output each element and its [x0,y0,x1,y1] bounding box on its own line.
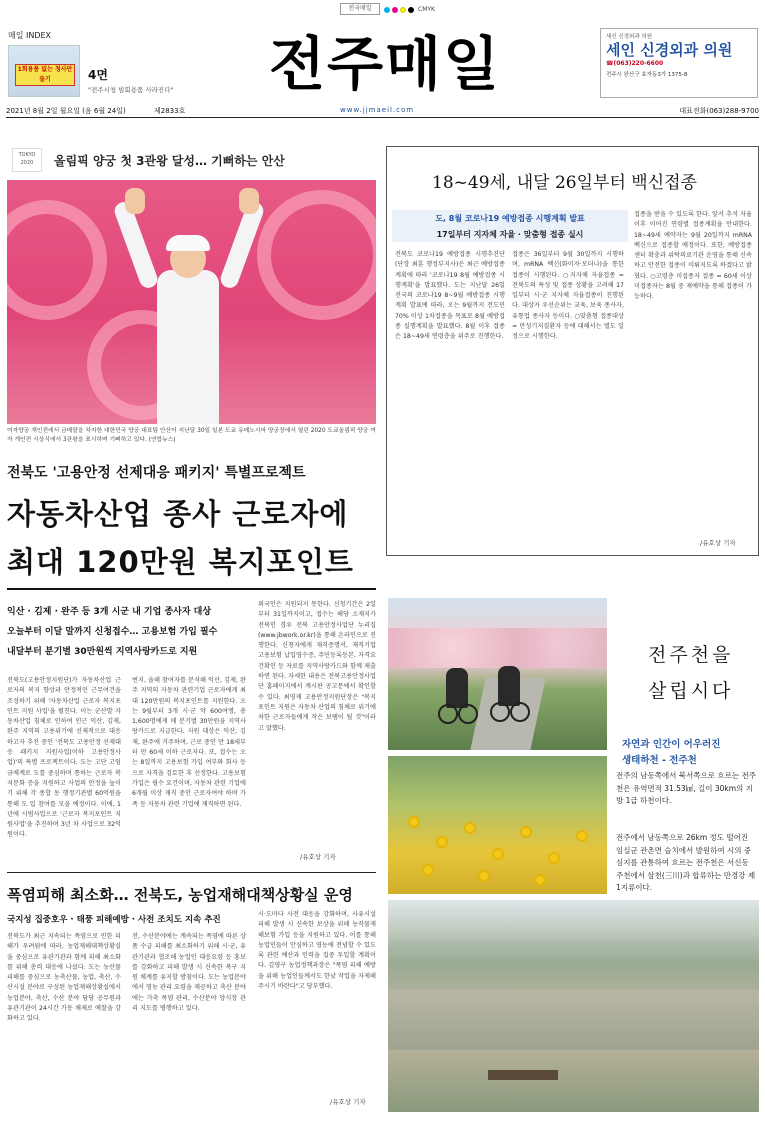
top-ad-phone: ☎(063)220-6600 [606,60,664,67]
headline-rule [7,588,376,590]
index-label: 매일 INDEX [8,31,52,40]
issue-date: 2021년 8월 2일 월요일 (음 6월 24일) [6,107,126,115]
cmyk-marks [384,6,435,13]
main-subhead-1: 익산 · 김제 · 완주 등 3개 시군 내 기업 종사자 대상 [7,607,212,617]
athlete-hat [166,235,210,251]
flower [520,826,532,838]
website-url[interactable]: www.jjmaeil.com [340,106,415,114]
river-ad-subtitle-2: 생태하천 - 전주천 [622,755,697,766]
vaccine-headline[interactable]: 18~49세, 내달 26일부터 백신접종 [432,173,697,193]
caption-credit: (연합뉴스) [148,437,176,443]
index-description: "전주시청 빌회용품 사라진다" [88,86,174,94]
vaccine-subhead-2: 17일부터 지자체 자율 · 맞춤형 접종 실시 [436,230,584,239]
bike-wheel-1a [438,704,458,724]
top-ad-address: 전주시 완산구 효자동3가 1375-8 [606,72,688,78]
heat-body-col1: 전북도가 최근 지속되는 폭염으로 인한 피해가 우려됨에 따라, 농업재해대책상황실을 중심으로 유관기관과 함께 피해 최소화를 위해 총력 대응에 나섰다. 도는 농산물피해를 중심으로 농축산물, 농업, 축산, 수산시설 분야로 구성된 농업재해상황실에서 농업분야, 축산, 수산 분야 담당 공무원과 유관기관이 24시간 가동 체제로 예찰을 강화하고 있다. [7,933,121,1023]
flower [548,852,560,864]
main-subhead-2: 오늘부터 이달 말까지 신청접수… 고용보험 가입 필수 [7,627,218,637]
river-ad-text-1: 전주의 남동쪽에서 북서쪽으로 흐르는 전주천은 유역면적 31.53㎢, 길이 30km의 지방 1급 하천이다. [616,771,756,805]
flower [478,870,490,882]
magenta-dot [392,7,398,13]
river-ad-title-2: 살립시다 [648,680,734,702]
flower [422,864,434,876]
river-photo [388,900,759,1112]
main-body-col2: 번지, 올해 참여자를 분석해 익산, 김제, 완주 지역의 자동차 관련기업 근로자에게 최대 120만원의 복지포인트를 지원한다. 오는 9월부터 3개 시·군 약 600여명, 총 1,600명에게 매 분기별 30만원을 지역사랑카드로 지급한다. 지원 대상은 익산, 김제, 완주에 거주하며, 근로 중인 만 18세부터 만 60세 이하 근로자다. 또, 접수는 오는 8일까지 고용보험 가입 여부와 회사 등으로 자격을 검토한 후 선정한다. 고용보험 가입은 필수 요건이며, 자동차 관련 기업에 6개월 이상 재직 중인 근로자여야 하며 가족 등 자동차 관련 기업에 재직하면 된다. [132,677,246,808]
bike-wheel-2b [510,702,530,722]
main-body-col1: 전북도(고용안정지원단)가 자동차산업 근로자의 복지 향상과 안정적인 근무여건을 조성하기 위해 '자동차산업 근로자 복지포인트 지원 사업'을 펼친다. 이는 군산발 자동차산업 침체로 인하여 인근 익산, 김제, 완주 지역의 고용위기에 선제적으로 대응하고자 추진 중인 '전북도 고용안정 선제대응 패키지 지원사업(이하 고용안정사업)'의 특별 프로젝트이다. 도는 고단 고임금체계로 도를 중심하며 통하는 근로자 복지문화 증을 지원하고 사업의 안정을 높이기 위해 각 종합 동 행정기관별 60억원을 통해 도 입 참여를 모을 예정이다. 이에, 1년에 시범사업으로 '근로자 복지포인트 지원사업'을 추진하며 3년 차 사업으로 32억 원이다. [7,677,121,839]
cmyk-label: CMYK [418,6,435,13]
left-hand [125,188,145,214]
heat-body-col2: 전, 수산분야에는 계속되는 폭염에 따른 상품 수급 피해를 최소화하기 위해 시·군, 유관기관과 협조해 농업인 대응요령 등 홍보를 강화하고 피해 발생 시 신속한 복구 지원 체계를 유지할 방침이다. 도는 농업분야에서 영농 관리 요령을 제공하고 축산 분야에는 가축 폭염 관리, 수산분야 양식장 관리 지도를 병행하고 있다. [132,933,246,1013]
flower [464,822,476,834]
heat-body-col3: 시·도마다 사전 대응을 강화하며, 사유시설 피해 발생 시 신속한 보상을 위해 농작물재해보험 가입 등을 지원하고 있다. 이를 통해 농업인들이 안심하고 영농에 전념할 수 있도록 관련 예산과 인력을 집중 투입할 계획이다. 김영구 농업정책과장은 "폭염 피해 예방을 위해 농업인들께서도 한낮 작업을 자제해 주시기 바란다"고 당부했다. [258,911,376,991]
river-ad-title-1: 전주천을 [648,644,734,666]
newspaper-logo[interactable]: 전주매일 [268,30,502,98]
top-ad-name: 세인 신경외과 의원 [606,41,733,59]
issue-number: 제2833호 [154,107,186,115]
top-ad[interactable] [600,28,758,98]
black-dot [408,7,414,13]
right-hand [239,188,259,214]
contact-phone: 대표전화(063)288-9700 [679,107,759,115]
vaccine-body-col1: 전북도 코로나19 예방접종 시행추진단(단장 최훈 행정부지사)은 최근 예방접종 계획에 따라 '코로나19 8월 예방접종 시행계획'을 발표했다. 도는 지난달 26일 전국의 코로나19 8~9월 예방접종 시행계획 발표에 따라, 오는 9월까지 전도민 70% 이상 1차접종을 목표로 8월 예방접종 실행계획을 발표했다. 8월 이후 접종은 18~49세 연령층을 위주로 진행한다. [395,251,505,341]
cyan-dot [384,7,390,13]
cyclist-2 [498,666,520,706]
olympics-title[interactable]: 올림픽 양궁 첫 3관왕 달성… 기뻐하는 안산 [54,154,285,168]
index-page[interactable]: 4면 [88,68,108,82]
flower [534,874,546,886]
heat-byline: /유호상 기자 [330,1098,366,1106]
index-photo[interactable] [8,45,80,97]
vaccine-byline: /유호상 기자 [700,539,736,547]
vaccine-body-col3: 접종을 받을 수 있도록 한다. 앞서 추석 자율 이후 이어진 연령별 접종계획을 안내한다. 18~49세 예약자는 9월 20일까지 mRNA 백신으로 접종할 예정이다. 또한, 예방접종센터 확충과 위탁의료기관 운영을 통해 신속하고 안전한 접종이 이뤄지도록 하겠다고 밝혔다. ○고령층 미접종자 접종 = 60세 이상 미접종자는 8월 중 재예약을 통해 접종이 가능하다. [634,211,752,301]
photo-caption [7,427,376,445]
bike-wheel-1b [458,704,478,724]
section-rule [7,872,376,873]
main-headline-1[interactable]: 자동차산업 종사 근로자에 [7,497,349,531]
cherry-blossoms [388,628,607,668]
olympic-emblem-text: TOKYO 2020 [18,152,36,166]
river-ad-text-2: 전주에서 남동쪽으로 26km 정도 떨어진 임실군 관촌면 슬치에서 발원하여 시의 중심지를 관통하여 흐르는 전주천은 서신동 주천에서 삼천(三川)과 합류하는 만경강 제1지류이다. [616,833,756,892]
main-headline-2[interactable]: 최대 120만원 복지포인트 [7,545,354,579]
flower [492,848,504,860]
river-ad-subtitle-1: 자연과 인간이 어우러진 [622,739,721,750]
archer-photo[interactable] [7,180,376,424]
dateline [6,104,759,118]
top-ad-line1: 세신 신경외과 의원 [606,34,653,40]
heat-subhead: 국지성 집중호우 · 태풍 피해예방 · 사전 조치도 지속 추진 [7,915,221,925]
athlete-body [157,270,219,424]
heat-headline[interactable]: 폭염피해 최소화… 전북도, 농업재해대책상황실 운영 [7,886,353,904]
main-subhead-3: 내달부터 분기별 30만원씩 지역사랑카드로 지원 [7,647,198,657]
index-banner: 1회용품 없는 청사만들기 [15,64,75,86]
olympic-ring-left [7,200,107,320]
cyclist-1 [446,668,468,708]
olympic-ring-right [257,190,376,320]
flower [408,816,420,828]
main-byline: /유호상 기자 [300,853,336,861]
vaccine-subhead-1: 도, 8월 코로나19 예방접종 시행계획 발표 [435,214,585,223]
flower [436,836,448,848]
caption-text: 여자양궁 개인전에서 금메달을 차지한 대한민국 양궁 대표팀 안산이 지난달 30일 일본 도쿄 유메노시마 양궁장에서 열린 2020 도쿄올림픽 양궁 여자 개인전 시상식에서 3관왕을 표시하며 기뻐하고 있다. [7,428,376,443]
flower-photo [388,756,607,894]
flower [576,830,588,842]
bike-wheel-2a [490,702,510,722]
reeds [388,990,759,1050]
olympic-emblem [12,148,42,172]
bench [488,1070,558,1080]
registration-label: 전국매일 [340,3,380,15]
vaccine-body-col2: 접종은 36일부터 9월 30일까지 시행하며, mRNA 백신(화이자·모더나)을 통한 접종이 시행된다. ○지자체 자율접종 = 전북도의 특성 및 접종 상황을 고려해 17일부터 시·군 지자체 자율접종이 진행된다. 대상자 우선순위는 교육, 보육 종사자, 유통업 종사자 등이다. ○맞춤형 접종대상 = 만성기저질환자 등에 대해서는 별도 일정으로 시행한다. [512,251,624,341]
main-body-col3: 외국인은 지원되지 못한다. 신청기간은 2일부터 31일까지이고, 접수는 해당 소재지가 전북인 경우 전북 고용안정사업단 누리집(www.jbwork.or.kr)을 통해 온라인으로 진행한다. 신청자에게 재직증명서, 재직기업 고용보험 납입영수증, 주민등록등본, 자격요건확인 등 자료를 지역사랑카드와 함께 제출하면 된다. 자세한 내용은 전북고용안정사업단 홈페이지에서 계시판 공고문에서 확인할 수 있다. 최영재 고용안정지원단장은 "복지포인트 지원은 자동차 산업의 침체로 위기에 처한 근로자들에게 작은 보탬이 될 것"이라고 말했다. [258,601,376,732]
yellow-dot [400,7,406,13]
main-kicker[interactable]: 전북도 '고용안정 선제대응 패키지' 특별프로젝트 [7,465,306,481]
cycling-photo [388,598,607,750]
river-sky [388,900,759,940]
